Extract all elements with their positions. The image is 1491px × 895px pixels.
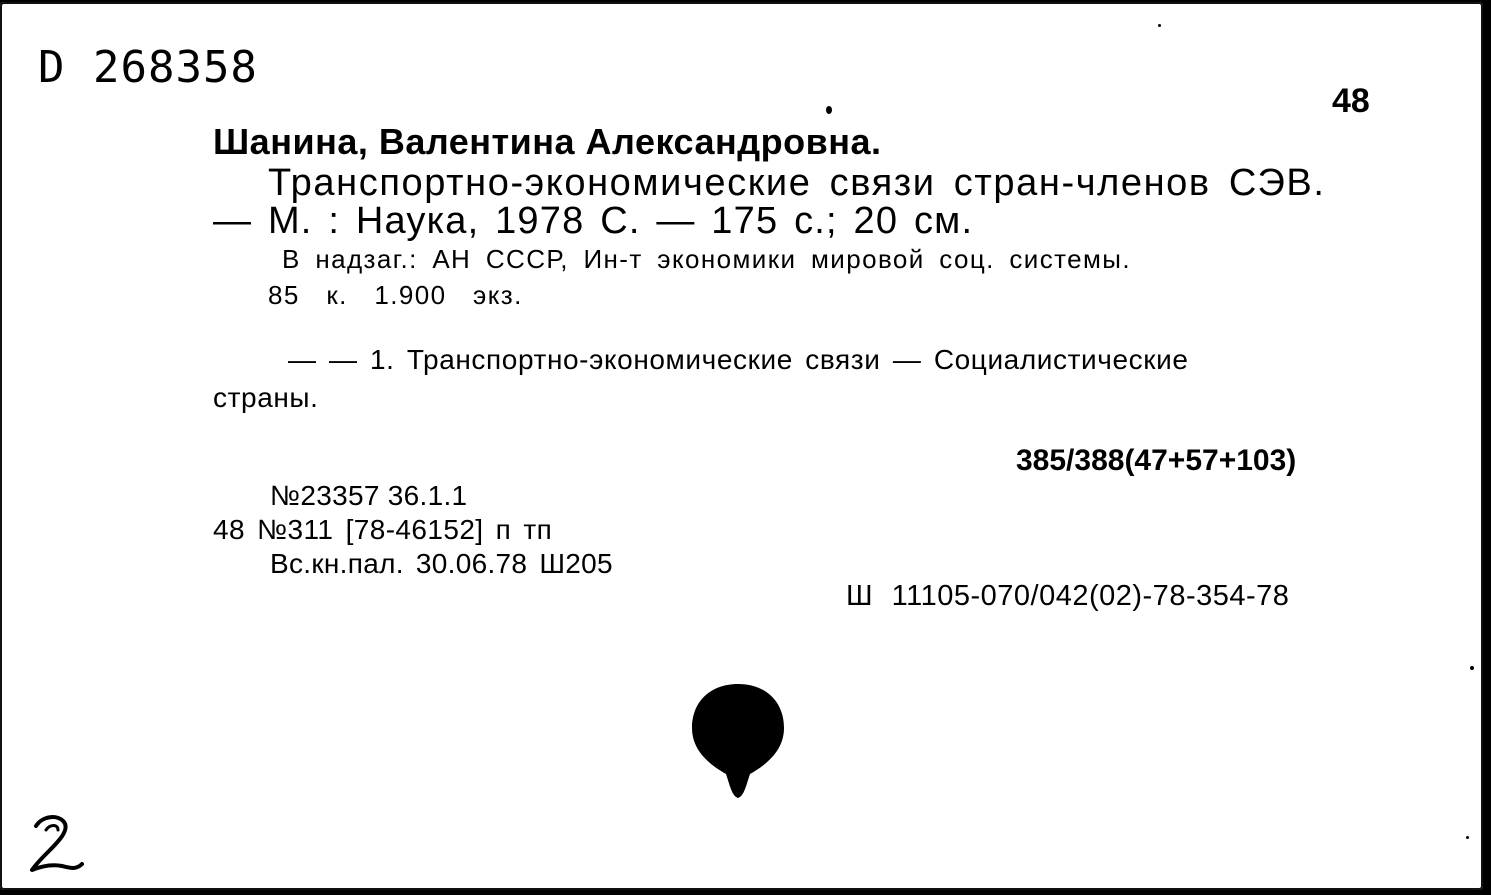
subject-heading-continued: страны. xyxy=(213,382,319,413)
punch-hole xyxy=(690,682,786,802)
card-id: D 268358 xyxy=(38,42,258,93)
ink-speck xyxy=(1466,836,1469,839)
ink-speck xyxy=(826,106,832,114)
catalog-code: Ш 11105-070/042(02)-78-354-78 xyxy=(846,580,1290,612)
catalog-card xyxy=(0,2,1483,890)
book-title: Транспортно-экономические связи стран-членов СЭВ. xyxy=(268,162,1326,204)
imprint-line: — М. : Наука, 1978 С. — 175 с.; 20 см. xyxy=(213,200,974,242)
handwritten-mark xyxy=(28,812,88,876)
ink-speck xyxy=(1158,24,1161,27)
top-number: 48 xyxy=(1332,82,1370,120)
classification-code: 385/388(47+57+103) xyxy=(1016,444,1297,477)
author-name: Шанина, Валентина Александровна. xyxy=(213,121,882,162)
registration-line-2: 48 №311 [78-46152] п тп xyxy=(213,514,553,545)
price-line: 85 к. 1.900 экз. xyxy=(268,280,523,310)
ink-speck xyxy=(1470,666,1474,670)
registration-line-3: Вс.кн.пал. 30.06.78 Ш205 xyxy=(270,548,613,579)
registration-line-1: №23357 36.1.1 xyxy=(270,480,468,511)
subject-heading: — — 1. Транспортно-экономические связи — Социалистические xyxy=(288,344,1189,375)
series-note: В надзаг.: АН СССР, Ин-т экономики мировой соц. системы. xyxy=(282,244,1131,274)
